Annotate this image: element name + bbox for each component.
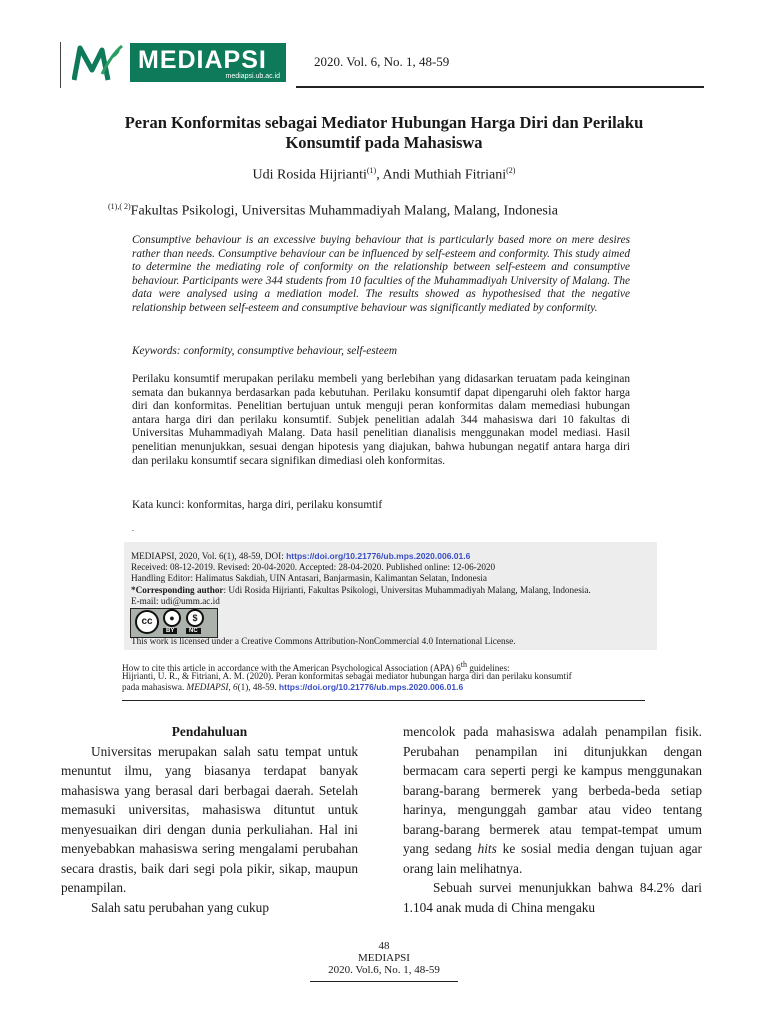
body-rule <box>122 700 645 701</box>
footer-journal: MEDIAPSI <box>358 952 410 964</box>
section-heading: Pendahuluan <box>171 724 248 739</box>
meta-editor: Handling Editor: Halimatus Sakdiah, UIN Antasari, Banjarmasin, Kalimantan Selatan, Indonesia <box>131 573 487 583</box>
footer-reference: 2020. Vol.6, No. 1, 48-59 <box>328 964 440 976</box>
right-column <box>403 722 702 917</box>
meta-doi-line <box>131 551 470 562</box>
keywords-indonesian: Kata kunci: konformitas, harga diri, perilaku konsumtif <box>132 499 383 511</box>
doi-link[interactable]: https://doi.org/10.21776/ub.mps.2020.006.01.6 <box>286 551 471 561</box>
page-number: 48 <box>378 940 390 952</box>
header-rule <box>296 86 704 88</box>
logo-title: MEDIAPSI <box>138 46 267 74</box>
cc-license-badge[interactable] <box>130 608 218 638</box>
right-paragraph-1-emphasis: hits <box>477 841 497 856</box>
citation-journal: MEDIAPSI, 6 <box>186 682 238 692</box>
affiliation-text: Fakultas Psikologi, Universitas Muhammadiyah Malang, Malang, Indonesia <box>130 203 558 219</box>
cc-by-label: BY <box>163 628 177 634</box>
separator-dot: . <box>132 524 134 533</box>
right-paragraph-1 <box>403 722 702 878</box>
header-divider <box>60 42 61 88</box>
citation-ref-prefix: pada mahasiswa. <box>122 682 187 692</box>
citation-intro-suffix: guidelines: <box>466 663 510 674</box>
license-statement: This work is licensed under a Creative Commons Attribution-NonCommercial 4.0 International License. <box>131 636 516 646</box>
journal-reference: 2020. Vol. 6, No. 1, 48-59 <box>314 54 450 69</box>
cc-icon: cc <box>135 610 159 634</box>
left-paragraph-1: Universitas merupakan salah satu tempat untuk menuntut ilmu, yang biasanya terdapat banyak mahasiswa yang berasal dari berbagai daerah. Setelah memasuki universitas, mahasiswa dituntut untuk menyesuaikan diri dengan dunia perkuliahan. Hal ini menyebabkan mahasiswa sering mengalami perubahan secara drastis, baik dari segi pola pikir, sikap, maupun penampilan. <box>61 743 358 895</box>
person-icon: ● <box>163 609 181 627</box>
abstract-english: Consumptive behaviour is an excessive buying behaviour that is particularly based more on mere desires rather than needs. Consumptive behaviour can be influenced by self-esteem and conformity. This study aimed to determine the mediating role of conformity on the relationship between self-esteem and consumptive behaviour. Participants were 344 students from 10 faculties of the Muhammadiyah University of Malang. The data were analysed using a mediation model. The results showed as hypothesised that the negative relationship between self-esteem and consumptive behaviour was significantly mediated by conformity. <box>132 234 630 314</box>
corresponding-label: *Corresponding author <box>131 585 224 595</box>
keywords-english: Keywords: conformity, consumptive behaviour, self-esteem <box>132 345 398 357</box>
cc-nc-label: NC <box>186 628 201 634</box>
left-paragraph-2: Salah satu perubahan yang cukup <box>91 899 269 915</box>
citation-issue: (1), 48-59. <box>237 682 279 692</box>
logo-url: mediapsi.ub.ac.id <box>225 73 280 80</box>
affiliation-sup: (1),( 2) <box>108 202 131 211</box>
citation-ref-line-1: Hijrianti, U. R., & Fitriani, A. M. (2020). Peran konformitas sebagai mediator hubungan harga diri dan perilaku konsumtif <box>122 671 572 681</box>
author-1-sup: (1) <box>366 166 377 175</box>
footer-rule <box>310 981 458 982</box>
article-title <box>80 113 688 153</box>
noncommercial-icon: $ <box>186 609 204 627</box>
citation-intro-sup: th <box>460 660 467 669</box>
author-2-sup: (2) <box>506 166 516 175</box>
meta-dates: Received: 08-12-2019. Revised: 20-04-2020. Accepted: 28-04-2020. Published online: 12-06-2020 <box>131 562 496 572</box>
citation-doi-link[interactable]: https://doi.org/10.21776/ub.mps.2020.006.01.6 <box>278 682 464 692</box>
authors <box>80 166 688 184</box>
title-line-2: Konsumtif pada Mahasiswa <box>285 133 483 152</box>
left-column <box>61 722 358 917</box>
right-paragraph-2: Sebuah survei menunjukkan bahwa 84.2% dari 1.104 anak muda di China mengaku <box>403 880 702 915</box>
title-line-1: Peran Konformitas sebagai Mediator Hubungan Harga Diri dan Perilaku <box>124 113 644 132</box>
right-paragraph-1-end: ke sosial media dengan tujuan agar orang lain melihatnya. <box>403 841 702 876</box>
right-paragraph-1-start: mencolok pada mahasiswa adalah penampilan fisik. Perubahan penampilan ini ditunjukkan dengan bermacam cara seperti pergi ke kampus menggunakan barang-barang bermerek yang berbeda-beda setiap harinya, mengunggah gambar atau video tentang barang-barang bermerek atau tempat-tempat umum yang sedang <box>403 724 702 856</box>
citation-ref-line-2 <box>122 682 463 693</box>
meta-corresponding <box>131 585 591 596</box>
mediapsi-logo <box>130 43 286 82</box>
author-1: Udi Rosida Hijrianti <box>252 167 367 183</box>
meta-email: E-mail: udi@umm.ac.id <box>131 596 220 606</box>
author-2: Andi Muthiah Fitriani <box>382 167 507 183</box>
abstract-indonesian: Perilaku konsumtif merupakan perilaku membeli yang berlebihan yang didasarkan teruatam pada keinginan semata dan bukannya berdasarkan pada kebutuhan. Perilaku konsumtif dapat dipengaruhi oleh faktor harga diri dan konformitas. Penelitian bertujuan untuk menguji peran konformitas dalam memediasi hubungan antara harga diri dan perilaku konsumtif. Subjek penelitian adalah 344 mahasiswa dari 10 fakultas di Universitas Muhammadiyah Malang. Data hasil penelitian dianalisis menggunakan model mediasi. Hasil penelitian menunjukkan, sesuai dengan hipotesis yang diajukan, bahwa hubungan negatif antara harga diri dan perilaku konsumtif secara signifikan dimediasi oleh konformitas. <box>132 373 630 467</box>
meta-doi-prefix: MEDIAPSI, 2020, Vol. 6(1), 48-59, DOI: <box>131 551 287 561</box>
mediapsi-logo-icon <box>72 44 124 82</box>
author-separator: , <box>376 167 383 183</box>
corresponding-text: : Udi Rosida Hijrianti, Fakultas Psikologi, Universitas Muhammadiyah Malang, Malang, Indonesia. <box>223 585 591 595</box>
citation-intro-prefix: How to cite this article in accordance with the American Psychological Association (APA) 6 <box>122 663 461 674</box>
affiliation <box>108 202 558 220</box>
